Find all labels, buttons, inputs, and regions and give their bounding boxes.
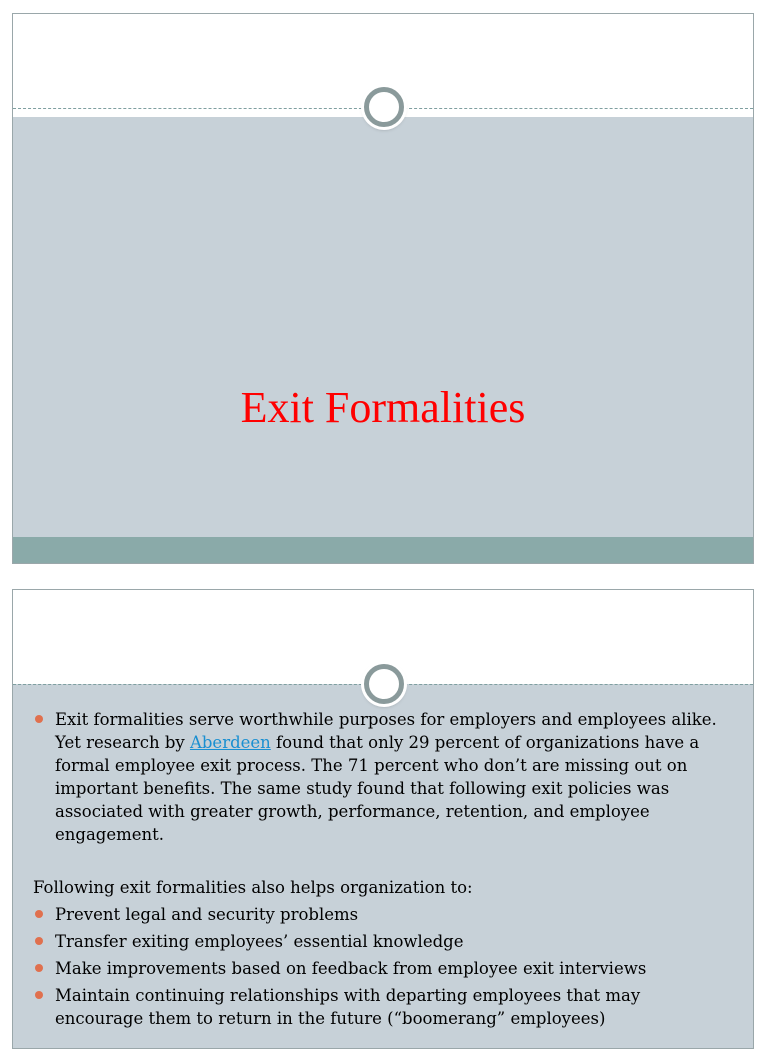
list-item: Maintain continuing relationships with departing employees that may encourage them to return in the future (“boomerang” employees) [33,984,727,1030]
intro-text-after: found that only 29 percent of organizations have a formal employee exit process. The 71 percent who don’t are missing out on important benefits. The same study found that following exit policies was associated with greater growth, performance, retention, and employee engagement. [55,733,700,844]
footer-band [13,537,753,564]
list-item: Make improvements based on feedback from employee exit interviews [33,957,727,980]
slide-content-text [33,708,727,1034]
slide-title-text: Exit Formalities [240,383,526,432]
paragraph-following: Following exit formalities also helps organization to: [33,878,473,897]
intro-text-before: Exit formalities serve worthwhile purposes for employers and employees alike. Yet research by [55,710,717,752]
ring-icon [364,87,404,127]
slide-content [12,589,754,1049]
slide-body [13,117,753,537]
slide-title [12,13,754,564]
list-item: Prevent legal and security problems [33,903,727,926]
aberdeen-link[interactable]: Aberdeen [189,733,271,752]
ring-icon [364,664,404,704]
bullet-intro [33,708,727,846]
list-item: Transfer exiting employees’ essential knowledge [33,930,727,953]
